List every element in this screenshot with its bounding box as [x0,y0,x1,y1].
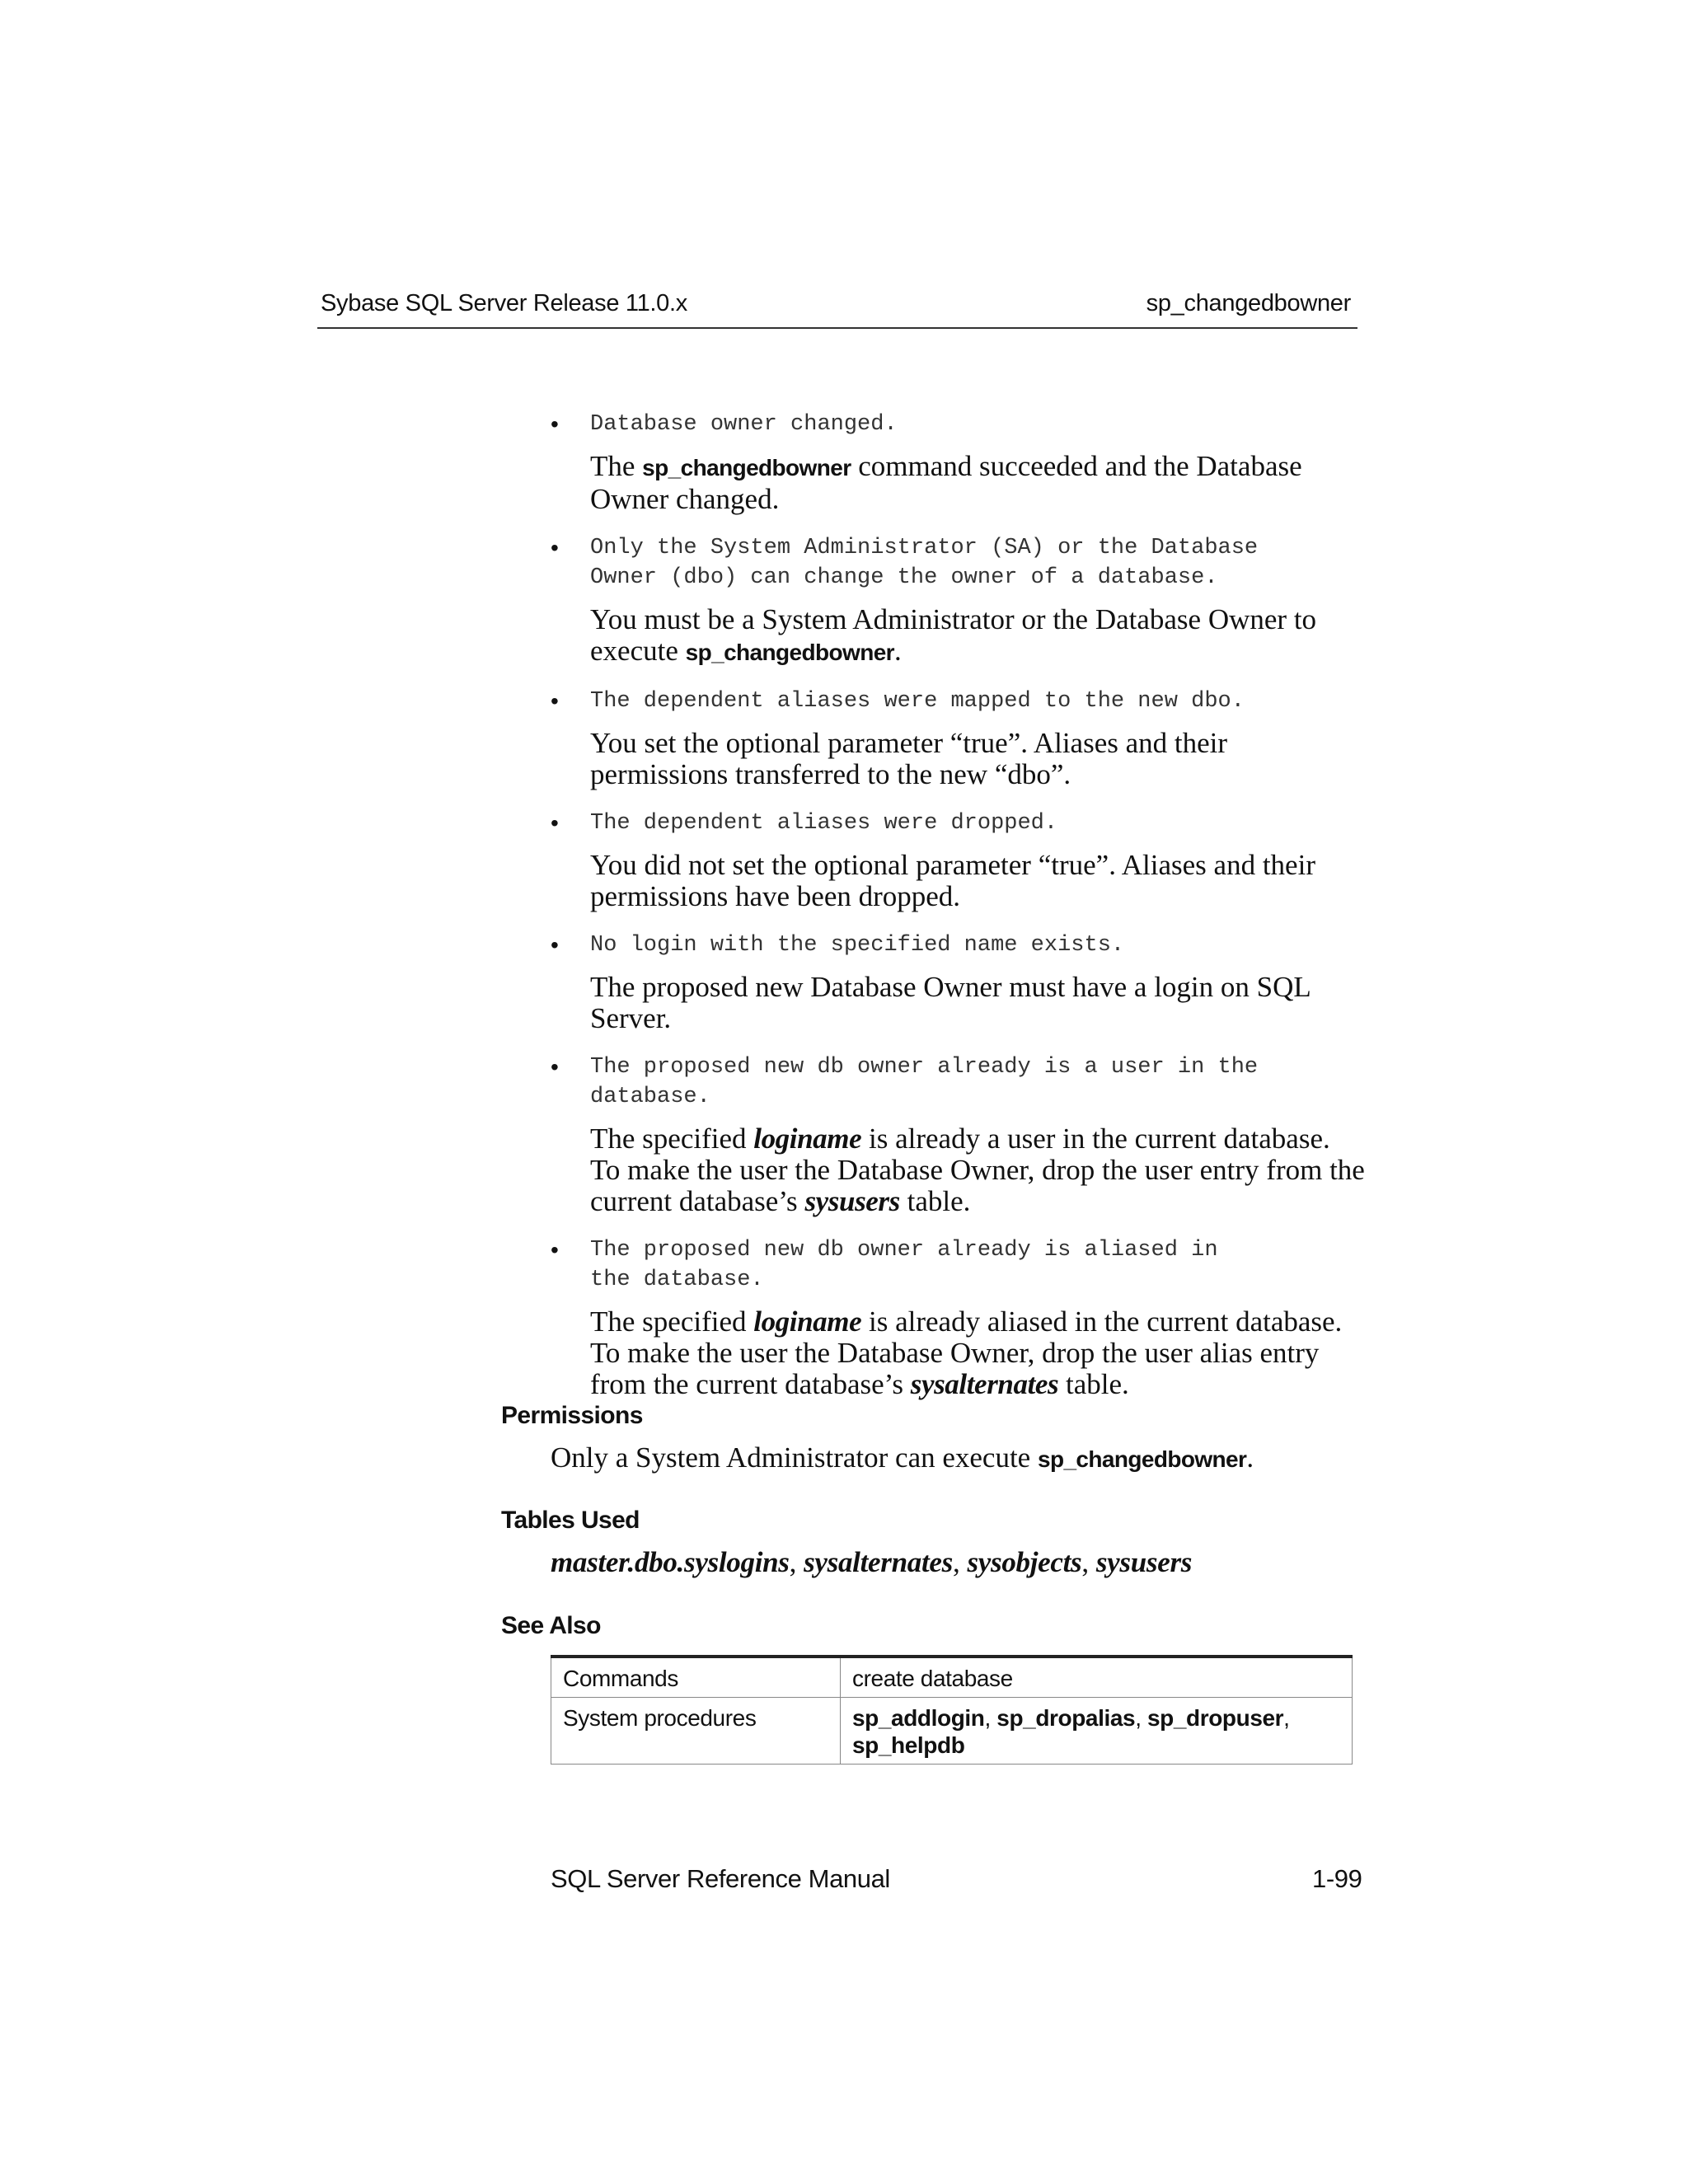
message-item [551,410,1367,515]
bullet-icon: • [551,1054,559,1080]
table-row [551,1657,1353,1698]
command-name: sp_changedbowner [685,640,894,665]
reference-cell [841,1657,1353,1698]
table-row [551,1698,1353,1765]
reference-cell: sp_addlogin, sp_dropalias, sp_dropuser, sp_helpdb [841,1698,1353,1765]
bullet-icon: • [551,1237,559,1263]
table-name: sysobjects [967,1546,1082,1578]
reference-item: create database [852,1666,1013,1691]
permissions-heading: Permissions [501,1402,643,1429]
message-text: The dependent aliases were dropped. [590,811,1058,836]
see-also-table [551,1655,1353,1765]
tables-used-heading: Tables Used [501,1507,640,1534]
reference-item: sp_dropalias [996,1705,1136,1731]
reference-item: sp_dropuser [1146,1705,1284,1731]
message-description: The proposed new Database Owner must have a login on SQL Server. [590,971,1311,1034]
reference-item: sp_helpdb [852,1732,965,1758]
bullet-icon: • [551,411,559,437]
parameter-name: loginame [753,1305,862,1338]
page-header [317,290,1357,329]
message-description: You set the optional parameter “true”. Aliases and their permissions transferred to the new “dbo”. [590,727,1228,790]
table-name: sysalternates [804,1546,953,1578]
message-text: The dependent aliases were mapped to the new dbo. [590,689,1245,714]
message-description: You did not set the optional parameter “true”. Aliases and their permissions have been dropped. [590,849,1315,912]
message-text: Only the System Administrator (SA) or the Database Owner (dbo) can change the owner of a database. [590,536,1259,590]
tables-used-list: master.dbo.syslogins, sysalternates, sysobjects, sysusers [551,1546,1193,1578]
message-description: The sp_changedbowner command succeeded and the Database Owner changed. [590,450,1302,515]
command-name: sp_changedbowner [1037,1446,1247,1472]
message-description: The specified loginame is already aliased in the current database. To make the user the Database Owner, drop the user alias entry from the current database’s sysalternates table. [590,1305,1343,1400]
table-name: sysusers [804,1185,900,1217]
bullet-icon: • [551,688,559,714]
bullet-icon: • [551,932,559,958]
reference-item: sp_addlogin [852,1705,985,1731]
footer-manual-title: SQL Server Reference Manual [551,1864,890,1893]
bullet-icon: • [551,810,559,836]
message-item [551,1052,1367,1217]
message-item [551,1235,1367,1400]
table-name: sysusers [1095,1546,1193,1578]
message-item [551,930,1367,1034]
message-text: The proposed new db owner already is aliased in the database. [590,1238,1218,1292]
category-cell: Commands [551,1657,841,1698]
message-item [551,687,1367,790]
command-name: sp_changedbowner [642,455,851,480]
message-description: The specified loginame is already a user in the current database. To make the user the Database Owner, drop the user entry from the current database’s sysusers table. [590,1122,1365,1217]
parameter-name: loginame [753,1122,862,1155]
table-name: sysalternates [910,1368,1059,1400]
message-text: Database owner changed. [590,412,898,437]
permissions-text: Only a System Administrator can execute sp_changedbowner. [551,1441,1254,1474]
see-also-heading: See Also [501,1612,601,1639]
footer-page-number: 1-99 [1312,1864,1362,1893]
header-product-title: Sybase SQL Server Release 11.0.x [321,290,687,316]
message-description: You must be a System Administrator or the Database Owner to execute sp_changedbowner. [590,603,1317,667]
messages-list [551,410,1367,1418]
message-item [551,808,1367,912]
message-text: The proposed new db owner already is a user in the database. [590,1055,1259,1109]
table-name: master.dbo.syslogins [551,1546,790,1578]
bullet-icon: • [551,535,559,560]
header-procedure-name: sp_changedbowner [1146,290,1351,316]
category-cell: System procedures [551,1698,841,1765]
message-item [551,533,1367,668]
message-text: No login with the specified name exists. [590,933,1125,958]
